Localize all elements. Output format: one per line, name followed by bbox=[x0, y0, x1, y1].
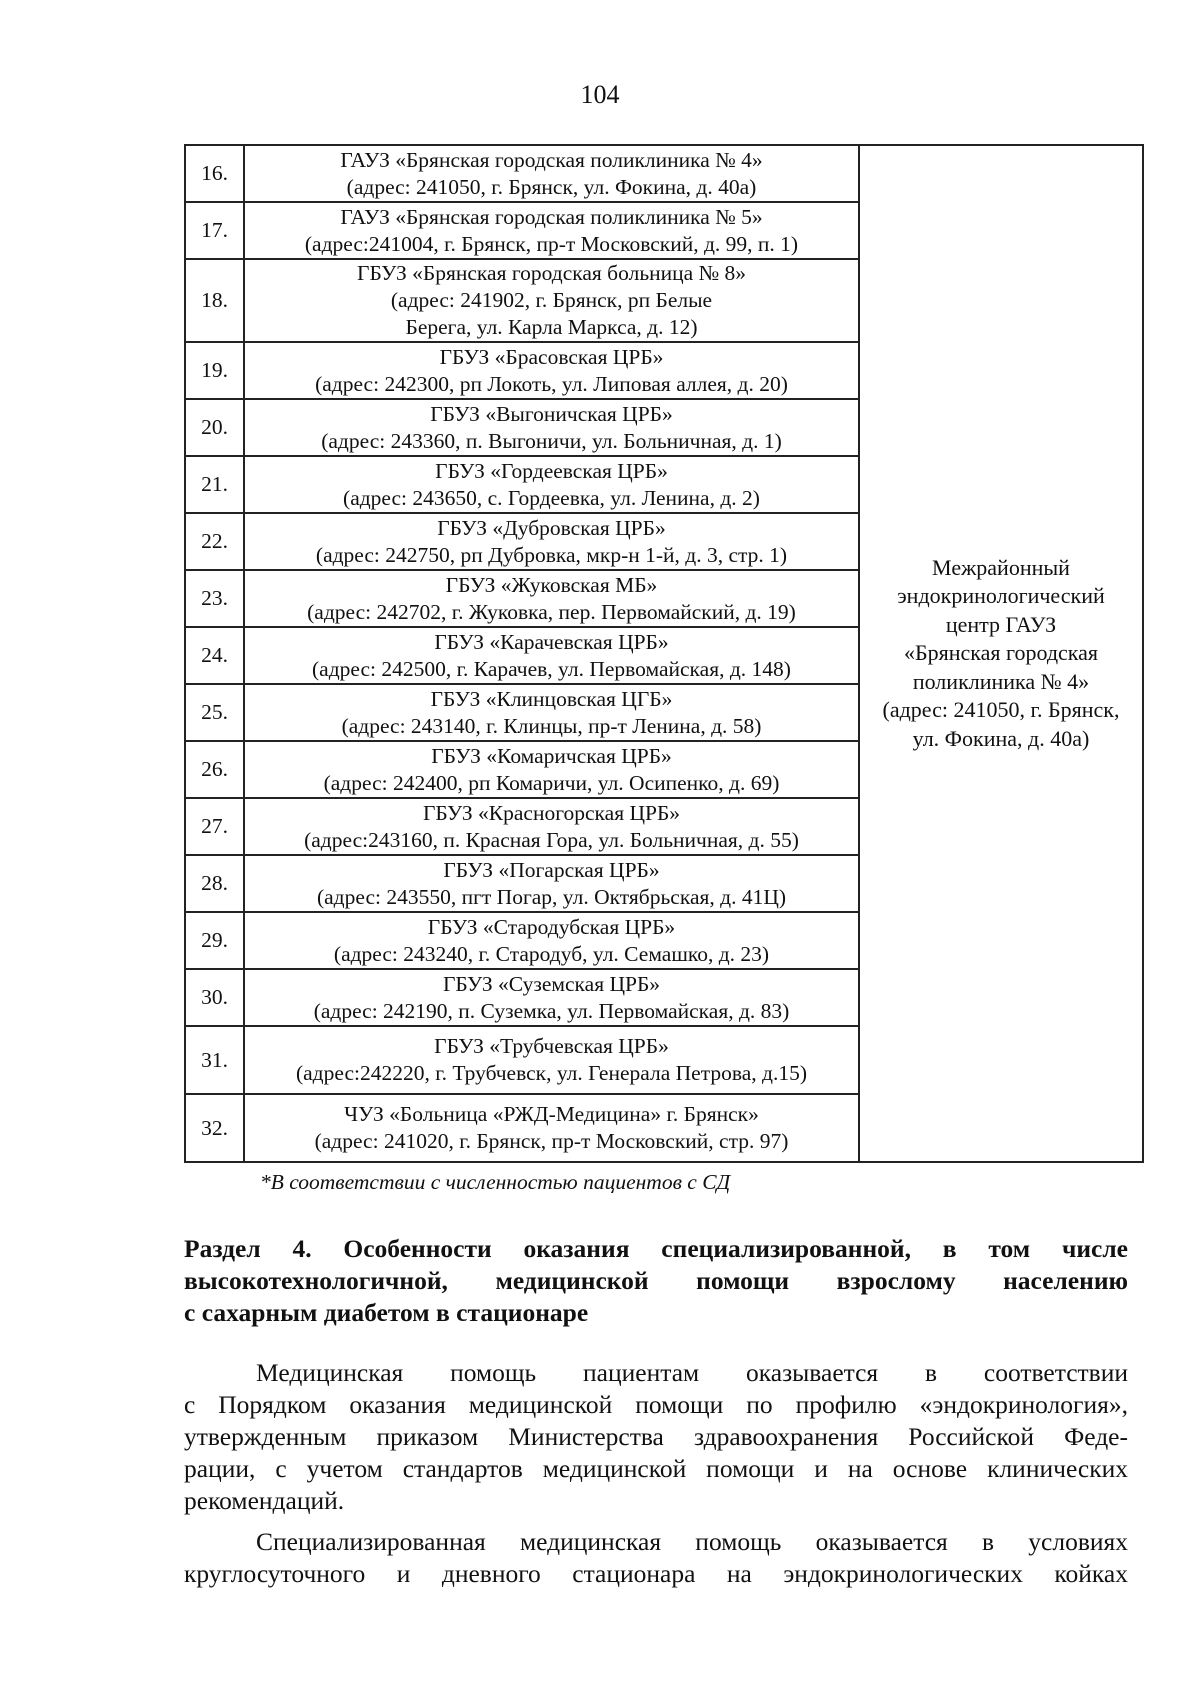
organization-name: ГБУЗ «Дубровская ЦРБ» bbox=[437, 515, 666, 540]
organization-name: ГБУЗ «Выгоничская ЦРБ» bbox=[430, 401, 673, 426]
organization-name: ГБУЗ «Брянская городская больница № 8» bbox=[357, 261, 746, 285]
row-number: 29. bbox=[185, 912, 244, 969]
center-line: Межрайонный bbox=[932, 554, 1070, 580]
paragraph-line: круглосуточного и дневного стационара на эндокринологических койках bbox=[184, 1559, 1128, 1588]
organization-address: (адрес:241004, г. Брянск, пр-т Московский, д. 99, п. 1) bbox=[304, 231, 799, 256]
table-row bbox=[185, 145, 1143, 202]
organization-cell bbox=[244, 202, 859, 259]
row-number: 24. bbox=[185, 627, 244, 684]
paragraph-2 bbox=[184, 1526, 1128, 1590]
organization-address: (адрес: 242190, п. Суземка, ул. Первомайская, д. 83) bbox=[313, 998, 790, 1023]
organization-cell bbox=[244, 399, 859, 456]
organization-address: (адрес: 243650, с. Гордеевка, ул. Ленина, д. 2) bbox=[343, 485, 760, 510]
organization-name: ГБУЗ «Суземская ЦРБ» bbox=[442, 971, 661, 996]
endocrinology-center-cell bbox=[859, 145, 1143, 1162]
organization-name: ГБУЗ «Брасовская ЦРБ» bbox=[439, 344, 664, 369]
organization-name: ЧУЗ «Больница «РЖД-Медицина» г. Брянск» bbox=[344, 1102, 759, 1126]
row-number: 32. bbox=[185, 1094, 244, 1162]
page-number: 104 bbox=[580, 80, 620, 109]
organization-name: ГБУЗ «Погарская ЦРБ» bbox=[443, 857, 660, 882]
row-number: 27. bbox=[185, 798, 244, 855]
row-number: 16. bbox=[185, 145, 244, 202]
organization-cell bbox=[244, 684, 859, 741]
organization-cell bbox=[244, 1094, 859, 1162]
paragraph-1 bbox=[184, 1357, 1128, 1517]
organization-cell bbox=[244, 969, 859, 1026]
row-number: 23. bbox=[185, 570, 244, 627]
organization-address: (адрес: 243550, пгт Погар, ул. Октябрьская, д. 41Ц) bbox=[316, 884, 787, 909]
organization-cell bbox=[244, 855, 859, 912]
organization-address: (адрес: 242300, рп Локоть, ул. Липовая аллея, д. 20) bbox=[315, 371, 788, 396]
organization-cell bbox=[244, 741, 859, 798]
section-heading-line: высокотехнологичной, медицинской помощи взрослому населению bbox=[184, 1266, 1128, 1295]
row-number: 21. bbox=[185, 456, 244, 513]
organization-name: ГБУЗ «Комаричская ЦРБ» bbox=[431, 743, 672, 768]
center-line: ул. Фокина, д. 40а) bbox=[912, 725, 1090, 751]
center-line: поликлиника № 4» bbox=[912, 668, 1090, 694]
center-line: «Брянская городская bbox=[903, 640, 1099, 666]
organization-cell bbox=[244, 798, 859, 855]
organization-cell bbox=[244, 570, 859, 627]
row-number: 22. bbox=[185, 513, 244, 570]
paragraph-line: Специализированная медицинская помощь оказывается в условиях bbox=[256, 1527, 1128, 1556]
organization-address: (адрес:243160, п. Красная Гора, ул. Больничная, д. 55) bbox=[304, 827, 799, 852]
paragraph-line: рации, с учетом стандартов медицинской помощи и на основе клинических bbox=[184, 1454, 1128, 1483]
row-number: 28. bbox=[185, 855, 244, 912]
organization-address: (адрес: 241050, г. Брянск, ул. Фокина, д. 40а) bbox=[346, 174, 757, 199]
center-line: эндокринологический bbox=[897, 583, 1105, 609]
organization-name: ГБУЗ «Карачевская ЦРБ» bbox=[434, 629, 669, 654]
organization-cell bbox=[244, 1026, 859, 1094]
section-heading bbox=[184, 1233, 1128, 1329]
organization-address: (адрес: 243240, г. Стародуб, ул. Семашко, д. 23) bbox=[333, 941, 770, 966]
row-number: 31. bbox=[185, 1026, 244, 1094]
paragraph-line: рекомендаций. bbox=[184, 1486, 345, 1515]
organization-address: (адрес: 243140, г. Клинцы, пр-т Ленина, д. 58) bbox=[341, 713, 762, 738]
row-number: 26. bbox=[185, 741, 244, 798]
organization-address: (адрес: 242400, рп Комаричи, ул. Осипенко, д. 69) bbox=[323, 770, 780, 795]
organization-cell bbox=[244, 145, 859, 202]
organization-address: (адрес: 242702, г. Жуковка, пер. Первомайский, д. 19) bbox=[307, 599, 796, 624]
section-heading-line: Раздел 4. Особенности оказания специализированной, в том числе bbox=[184, 1234, 1128, 1263]
paragraph-line: с Порядком оказания медицинской помощи по профилю «эндокринология», bbox=[184, 1390, 1128, 1419]
center-line: (адрес: 241050, г. Брянск, bbox=[882, 697, 1120, 723]
organization-address: (адрес:242220, г. Трубчевск, ул. Генерала Петрова, д.15) bbox=[295, 1061, 808, 1085]
center-line: центр ГАУЗ bbox=[945, 611, 1057, 637]
organization-cell bbox=[244, 259, 859, 342]
paragraph-line: Медицинская помощь пациентам оказывается в соответствии bbox=[256, 1358, 1128, 1387]
row-number: 18. bbox=[185, 259, 244, 342]
section-heading-line: с сахарным диабетом в стационаре bbox=[184, 1298, 589, 1327]
row-number: 17. bbox=[185, 202, 244, 259]
row-number: 20. bbox=[185, 399, 244, 456]
organization-address: (адрес: 242500, г. Карачев, ул. Первомайская, д. 148) bbox=[312, 656, 791, 681]
footnote: *В соответствии с численностью пациентов с СД bbox=[260, 1170, 731, 1194]
organization-name: ГБУЗ «Жуковская МБ» bbox=[445, 572, 658, 597]
organization-name: ГБУЗ «Трубчевская ЦРБ» bbox=[434, 1034, 669, 1058]
organization-name: ГБУЗ «Стародубская ЦРБ» bbox=[427, 914, 676, 939]
organization-address: (адрес: 243360, п. Выгоничи, ул. Больничная, д. 1) bbox=[321, 428, 782, 453]
organization-cell bbox=[244, 513, 859, 570]
organization-name: ГБУЗ «Гордеевская ЦРБ» bbox=[435, 458, 668, 483]
organization-name: ГАУЗ «Брянская городская поликлиника № 5» bbox=[340, 204, 763, 229]
organization-address: (адрес: 242750, рп Дубровка, мкр-н 1-й, д. 3, стр. 1) bbox=[315, 542, 788, 567]
organization-cell bbox=[244, 912, 859, 969]
paragraph-line: утвержденным приказом Министерства здравоохранения Российской Феде- bbox=[184, 1422, 1128, 1451]
table-body bbox=[185, 145, 1143, 1162]
row-number: 30. bbox=[185, 969, 244, 1026]
row-number: 19. bbox=[185, 342, 244, 399]
row-number: 25. bbox=[185, 684, 244, 741]
medical-organizations-table bbox=[184, 144, 1144, 1163]
organization-cell bbox=[244, 456, 859, 513]
organization-address: (адрес: 241902, г. Брянск, рп Белые bbox=[390, 288, 713, 312]
organization-name: ГБУЗ «Красногорская ЦРБ» bbox=[422, 800, 681, 825]
organization-cell bbox=[244, 627, 859, 684]
organization-cell bbox=[244, 342, 859, 399]
organization-address: (адрес: 241020, г. Брянск, пр-т Московский, стр. 97) bbox=[314, 1129, 789, 1153]
organization-name: ГАУЗ «Брянская городская поликлиника № 4» bbox=[340, 147, 763, 172]
organization-name: ГБУЗ «Клинцовская ЦГБ» bbox=[430, 686, 673, 711]
organization-address: Берега, ул. Карла Маркса, д. 12) bbox=[405, 315, 698, 339]
